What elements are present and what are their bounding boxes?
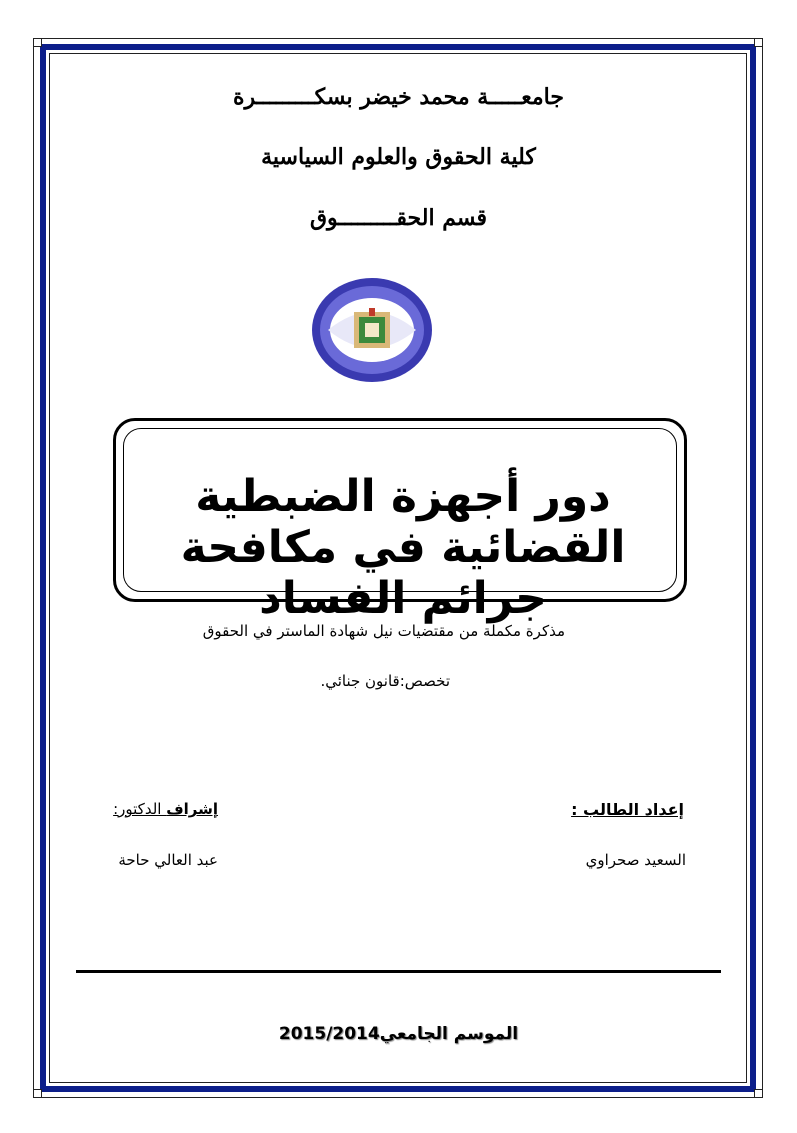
memo-description: مذكرة مكملة من مقتضيات نيل شهادة الماستر في الحقوق: [202, 622, 565, 640]
specialization: تخصص:قانون جنائي.: [320, 672, 450, 690]
university-emblem-icon: [310, 274, 434, 386]
prepared-by-label: إعداد الطالب :: [571, 800, 684, 819]
border-corner: [33, 38, 42, 47]
faculty-name: كلية الحقوق والعلوم السياسية: [261, 144, 536, 170]
border-corner: [754, 38, 763, 47]
divider-line: [76, 970, 721, 973]
thesis-title: دور أجهزة الضبطية القضائية في مكافحة جرائم الفساد: [180, 471, 626, 624]
title-box: [113, 418, 687, 624]
border-corner: [754, 1089, 763, 1098]
border-corner: [33, 1089, 42, 1098]
department-name: قسم الحقـــــــــوق: [309, 205, 488, 231]
academic-season: الموسم الجامعي2015/2014: [278, 1024, 519, 1044]
university-name: جامعـــــة محمد خيضر بسكـــــــــرة: [233, 84, 564, 110]
student-name: السعيد صحراوي: [585, 851, 686, 869]
supervisor-name: عبد العالي حاحة: [118, 851, 218, 869]
supervisor-label: إشراف الدكتور:: [113, 800, 218, 818]
